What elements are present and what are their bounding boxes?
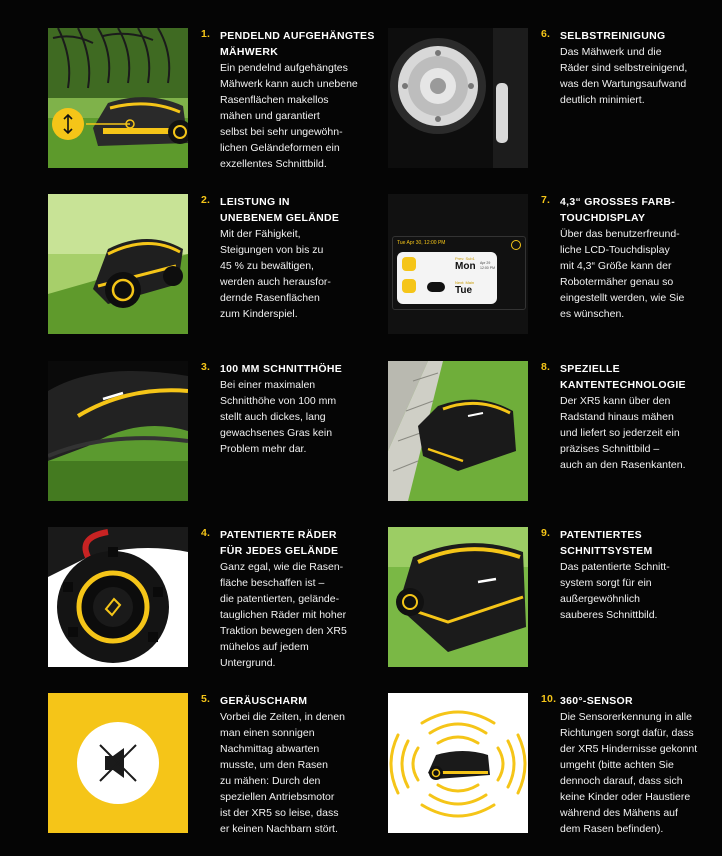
feature-8-image (388, 361, 528, 501)
mower-cutting-illustration (388, 527, 528, 667)
speaker-mute-icon (48, 693, 188, 833)
feature-8-number: 8. (541, 361, 551, 373)
feature-1-image (48, 28, 188, 168)
feature-3-number: 3. (201, 361, 211, 373)
prev-day: Mon (455, 261, 476, 272)
feature-5-title: GERÄUSCHARM (220, 695, 308, 707)
feature-10 (388, 693, 718, 838)
feature-1 (48, 28, 378, 173)
feature-1-number: 1. (201, 28, 211, 40)
feature-4-number: 4. (201, 527, 211, 539)
feature-9-title: PATENTIERTES SCHNITTSYSTEM (560, 529, 653, 557)
feature-4-image (48, 527, 188, 667)
feature-7-number: 7. (541, 194, 551, 206)
feature-10-body: Die Sensorerkennung in alle Richtungen sorgt dafür, dass der XR5 Hindernisse gekonnt umgeht (bitte achten Sie dennoch darauf, dass sich keine Kinder oder Haustiere während des Mähens auf dem Rasen befinden). (560, 711, 698, 835)
feature-5-body: Vorbei die Zeiten, in denen man einen sonnigen Nachmittag abwarten musste, um den Rasen zu mähen: Durch den speziellen Antriebsmotor ist der XR5 so leise, dass er keinen Nachbarn stört. (220, 711, 345, 835)
feature-5 (48, 693, 378, 838)
feature-8 (388, 361, 718, 506)
feature-2 (48, 194, 378, 339)
up-down-arrow-icon (48, 28, 188, 168)
prev-time: 12:00 PM (480, 266, 495, 270)
feature-1-body: Ein pendelnd aufgehängtes Mähwerk kann auch unebene Rasenflächen makellos mähen und garantiert selbst bei sehr ungewöhn- lichen Geländeformen ein exzellentes Schnittbild. (220, 62, 358, 170)
mower-edge-illustration (388, 361, 528, 501)
blade-disc-illustration (388, 28, 528, 168)
feature-3-title: 100 MM SCHNITTHÖHE (220, 363, 343, 375)
feature-2-body: Mit der Fähigkeit, Steigungen von bis zu 45 % zu bewältigen, werden auch herausfor- dernde Rasenflächen zum Kinderspiel. (220, 228, 331, 320)
battery-icon (427, 282, 445, 292)
display-date: Tue Apr 30, 12:00 PM (397, 240, 446, 246)
feature-10-number: 10. (541, 693, 557, 705)
next-label: Next: Main (455, 280, 475, 285)
feature-3-image (48, 361, 188, 501)
feature-5-number: 5. (201, 693, 211, 705)
feature-7-title: 4,3“ GROSSES FARB- TOUCHDISPLAY (560, 196, 676, 224)
feature-9-number: 9. (541, 527, 551, 539)
mow-icon[interactable] (402, 279, 416, 293)
feature-7-image (388, 194, 528, 334)
display-card (397, 252, 497, 304)
feature-8-title: SPEZIELLE KANTENTECHNOLOGIE (560, 363, 686, 391)
feature-6-title: SELBSTREINIGUNG (560, 30, 666, 42)
feature-9 (388, 527, 718, 672)
wheel-closeup-illustration (48, 527, 188, 667)
next-day: Tue (455, 285, 473, 296)
feature-2-title: LEISTUNG IN UNEBENEM GELÄNDE (220, 196, 340, 224)
feature-8-body: Der XR5 kann über den Radstand hinaus mähen und liefert so jederzeit ein präzises Schnittbild – auch an den Rasenkanten. (560, 395, 686, 471)
settings-icon[interactable] (511, 240, 521, 250)
feature-4-body: Ganz egal, wie die Rasen- fläche beschaffen ist – die patentierten, gelände- tauglichen Räder mit hoher Traktion bewegen den XR5 mühelos auf jedem Untergrund. (220, 561, 347, 669)
feature-6 (388, 28, 718, 173)
feature-2-image (48, 194, 188, 334)
schedule-icon[interactable] (402, 257, 416, 271)
feature-10-title: 360°-SENSOR (560, 695, 633, 707)
feature-3 (48, 361, 378, 506)
feature-9-body: Das patentierte Schnitt- system sorgt für ein außergewöhnlich sauberes Schnittbild. (560, 561, 670, 621)
feature-7 (388, 194, 718, 339)
feature-5-image (48, 693, 188, 833)
feature-6-number: 6. (541, 28, 551, 40)
prev-label: Prev: Sub1 (455, 256, 475, 261)
feature-4 (48, 527, 378, 672)
feature-2-number: 2. (201, 194, 211, 206)
feature-9-image (388, 527, 528, 667)
feature-6-body: Das Mähwerk und die Räder sind selbstreinigend, was den Wartungsaufwand deutlich minimiert. (560, 46, 688, 106)
mower-closeup-illustration (48, 361, 188, 501)
touch-display (392, 236, 526, 310)
feature-3-body: Bei einer maximalen Schnitthöhe von 100 mm stellt auch dickes, lang gewachsenes Gras kein Problem mehr dar. (220, 379, 337, 455)
sensor-waves-illustration (388, 693, 528, 833)
feature-1-title: PENDELND AUFGEHÄNGTES MÄHWERK (220, 30, 375, 58)
mower-on-slope-illustration (48, 194, 188, 334)
feature-7-body: Über das benutzerfreund- liche LCD-Touchdisplay mit 4,3“ Größe kann der Robotermäher genau so eingestellt werden, wie Sie es wünschen. (560, 228, 685, 320)
feature-4-title: PATENTIERTE RÄDER FÜR JEDES GELÄNDE (220, 529, 339, 557)
prev-date: Apr 29 (480, 261, 491, 265)
feature-10-image (388, 693, 528, 833)
feature-6-image (388, 28, 528, 168)
